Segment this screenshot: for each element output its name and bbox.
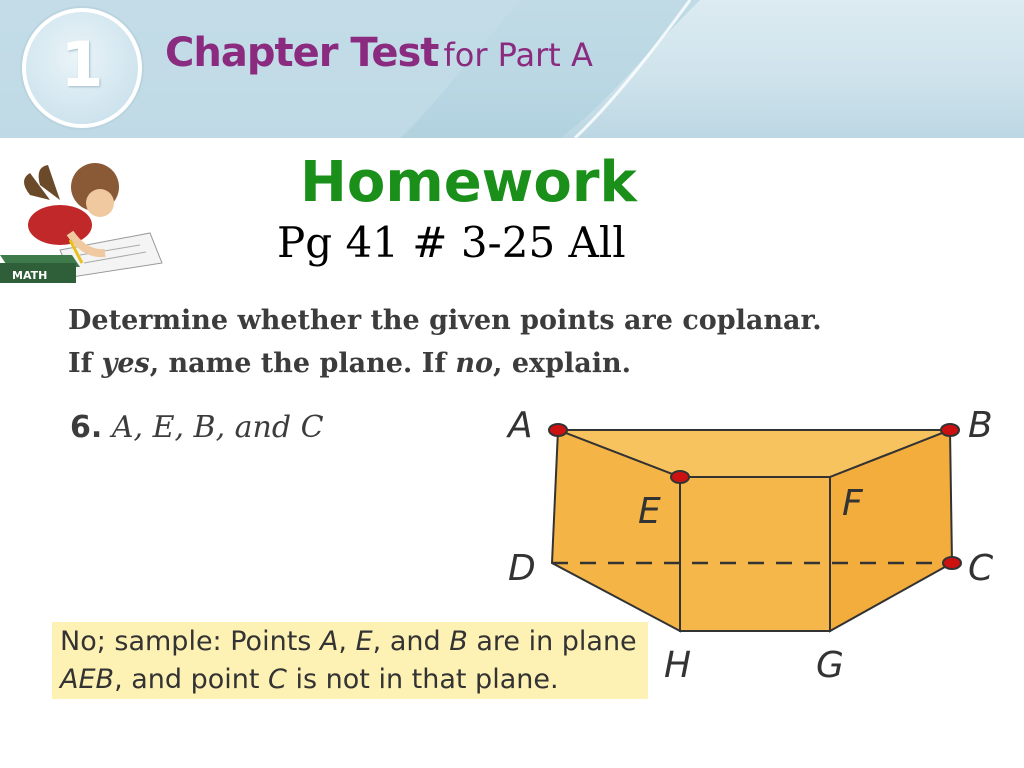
question-number: 6. xyxy=(70,410,103,445)
homework-assignment: Pg 41 # 3-25 All xyxy=(277,218,626,267)
instructions-line-1: Determine whether the given points are coplanar. xyxy=(68,305,822,336)
homework-heading: Homework xyxy=(300,150,637,215)
point-e xyxy=(671,471,689,483)
answer-line-1: No; sample: Points A, E, and B are in plane xyxy=(60,626,637,657)
point-c xyxy=(943,557,961,569)
answer-line-2: AEB, and point C is not in that plane. xyxy=(60,664,559,695)
kid-doing-homework-clipart xyxy=(0,155,165,285)
answer-box xyxy=(52,622,648,699)
chapter-title-sub: for Part A xyxy=(443,36,593,74)
label-e: E xyxy=(638,491,661,532)
label-c: C xyxy=(968,548,994,589)
label-f: F xyxy=(842,483,863,524)
question-points: A, E, B, and C xyxy=(111,410,324,445)
chapter-title xyxy=(165,30,593,76)
label-b: B xyxy=(968,405,993,446)
front-face xyxy=(680,477,830,631)
instructions-line-2: If yes, name the plane. If no, explain. xyxy=(68,348,632,379)
chapter-banner xyxy=(0,0,1024,138)
chapter-number: 1 xyxy=(60,28,104,101)
label-g: G xyxy=(816,645,844,686)
point-a xyxy=(549,424,567,436)
label-a: A xyxy=(508,405,533,446)
chapter-title-main: Chapter Test xyxy=(165,30,439,76)
chapter-number-badge xyxy=(22,8,142,128)
math-book-label: MATH xyxy=(12,269,48,282)
label-d: D xyxy=(508,548,536,589)
question-6 xyxy=(70,410,324,445)
point-b xyxy=(941,424,959,436)
label-h: H xyxy=(664,645,692,686)
